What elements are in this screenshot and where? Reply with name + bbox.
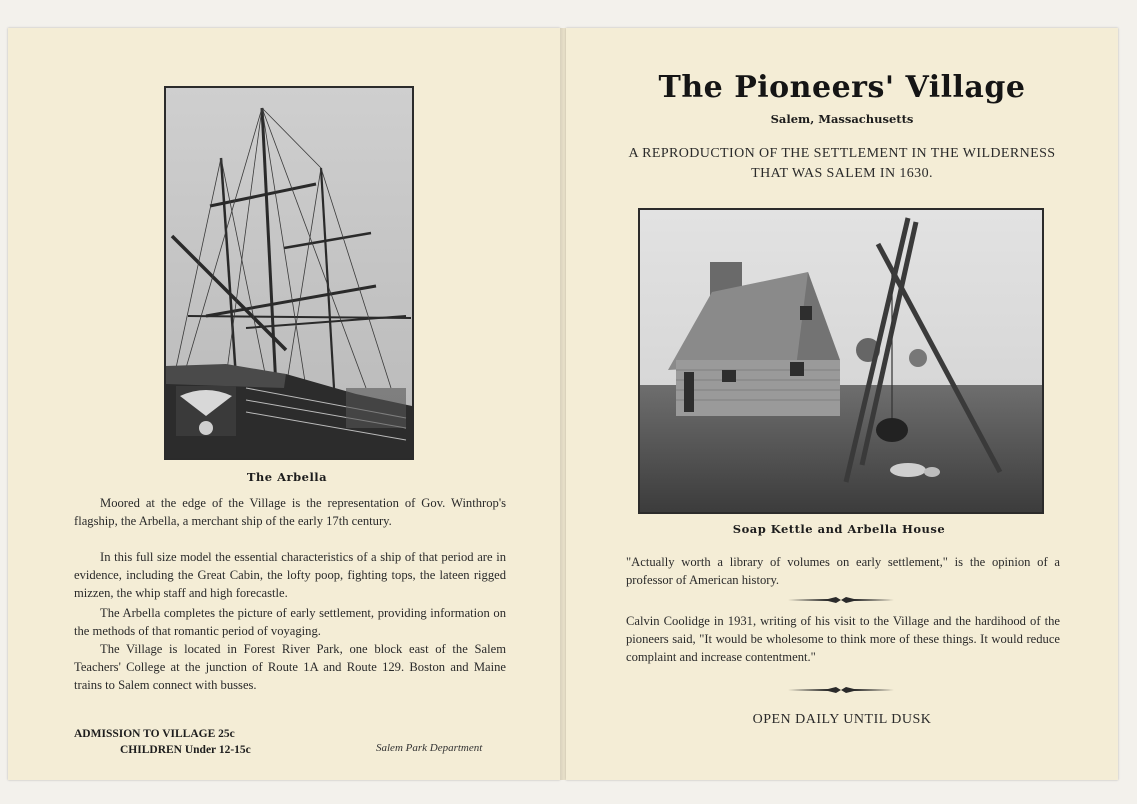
paragraph-completes-picture: The Arbella completes the picture of early settlement, providing information on the methods of that romantic period of voyaging.	[74, 606, 506, 638]
page-title: The Pioneers' Village	[658, 70, 1026, 105]
paragraph-location: The Village is located in Forest River Park, one block east of the Salem Teachers' College at the junction of Route 1A and Route 129. Boston and Maine trains to Salem connect with busses.	[74, 642, 506, 692]
tagline: A REPRODUCTION OF THE SETTLEMENT IN THE WILDERNESS THAT WAS SALEM IN 1630.	[628, 146, 1056, 181]
left-page	[8, 28, 560, 780]
signature: Salem Park Department	[376, 742, 483, 754]
open-hours: OPEN DAILY UNTIL DUSK	[752, 712, 932, 727]
ornament-divider	[788, 686, 894, 694]
paragraph-arbella-intro: Moored at the edge of the Village is the representation of Gov. Winthrop's flagship, the Arbella, a merchant ship of the early 17th century.	[74, 496, 506, 528]
soap-kettle-house-photo	[638, 208, 1044, 514]
admission-prices	[74, 726, 251, 758]
page-subtitle: Salem, Massachusetts	[770, 112, 914, 126]
admission-children: CHILDREN Under 12-15c	[120, 744, 251, 756]
paragraph-ship-model: In this full size model the essential characteristics of a ship of that period are in evidence, including the Great Cabin, the lofty poop, fighting tops, the lateen rigged mizzen, the whip staff and high forecastle.	[74, 550, 506, 600]
paragraph-professor-quote: "Actually worth a library of volumes on early settlement," is the opinion of a professor of American history.	[626, 555, 1060, 587]
admission-adult: ADMISSION TO VILLAGE 25c	[74, 728, 235, 740]
soap-kettle-caption: Soap Kettle and Arbella House	[732, 522, 946, 536]
ornament-divider	[788, 596, 894, 604]
arbella-ship-photo	[164, 86, 414, 460]
right-page	[566, 28, 1118, 780]
paragraph-coolidge: Calvin Coolidge in 1931, writing of his visit to the Village and the hardihood of the pioneers said, "It would be wholesome to think more of these things. It would reduce complaint and increase contentment."	[626, 614, 1060, 664]
arbella-caption: The Arbella	[246, 470, 328, 484]
